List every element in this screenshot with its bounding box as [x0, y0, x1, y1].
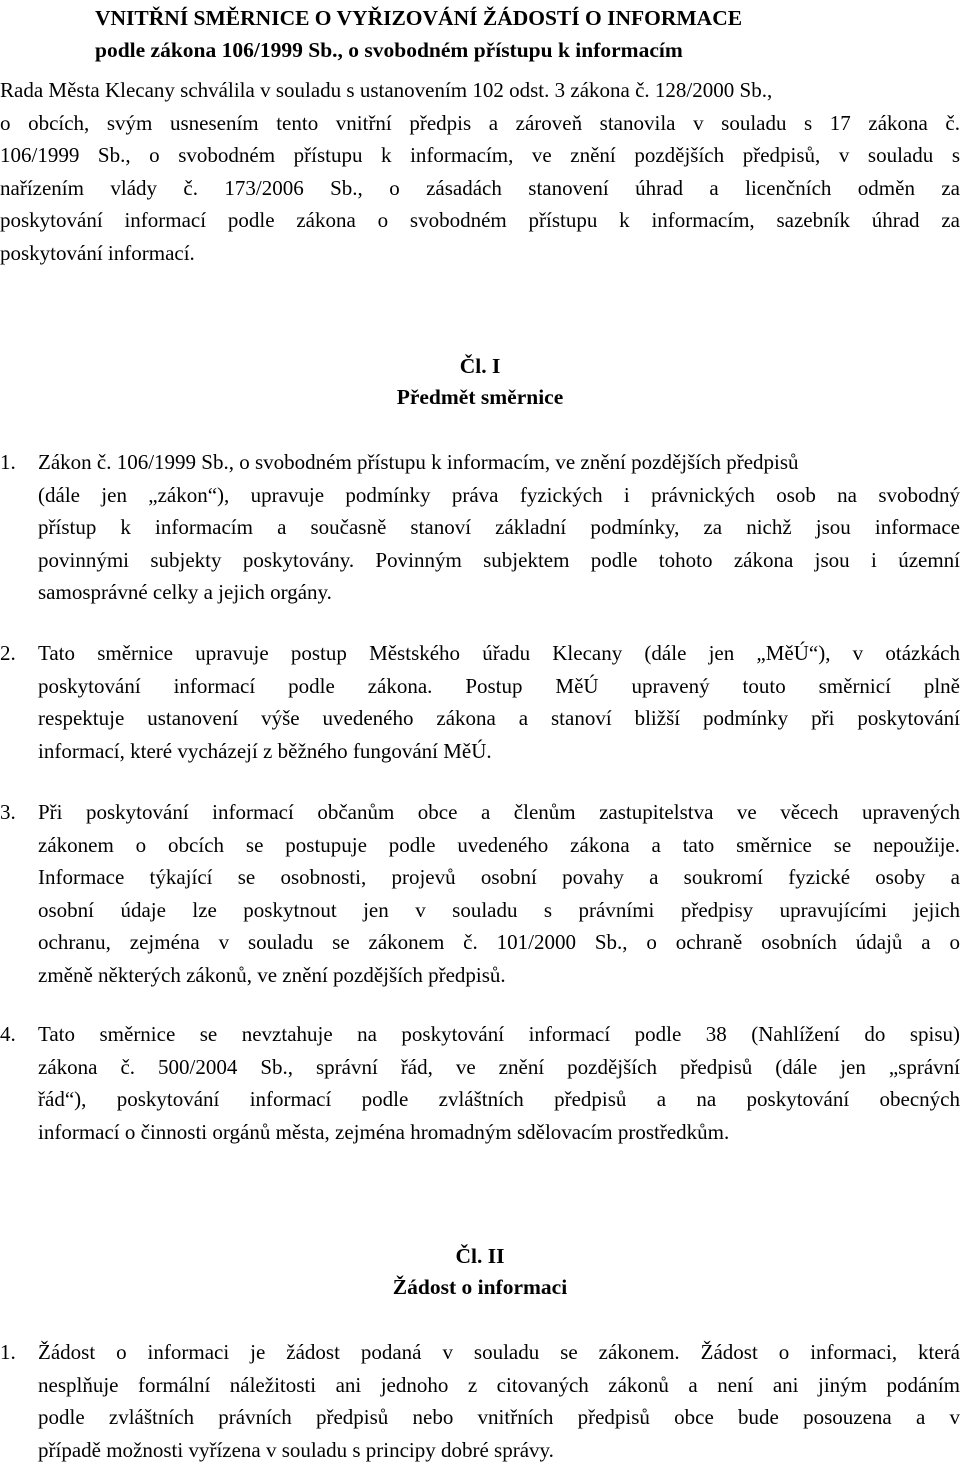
item-line: osobní údaje lze poskytnout jen v souladu s právními předpisy upravujícími jejich: [38, 894, 960, 927]
title-line-2: podle zákona 106/1999 Sb., o svobodném přístupu k informacím: [95, 34, 945, 66]
intro-paragraph: [0, 74, 960, 269]
intro-line: o obcích, svým usnesením tento vnitřní předpis a zároveň stanovila v souladu s 17 zákona č.: [0, 107, 960, 140]
item-body: [38, 796, 960, 991]
item-number: 3.: [0, 796, 16, 829]
item-line: Žádost o informaci je žádost podaná v souladu se zákonem. Žádost o informaci, která: [38, 1336, 960, 1369]
item-line: informací, které vycházejí z běžného fungování MěÚ.: [38, 735, 960, 768]
item-line: Tato směrnice se nevztahuje na poskytování informací podle 38 (Nahlížení do spisu): [38, 1018, 960, 1051]
item-line: samosprávné celky a jejich orgány.: [38, 576, 960, 609]
item-body: [38, 1018, 960, 1148]
item-line: změně některých zákonů, ve znění pozdějších předpisů.: [38, 959, 960, 992]
item-number: 1.: [0, 1336, 16, 1369]
article-1-number: Čl. I: [0, 351, 960, 382]
item-line: řád“), poskytování informací podle zvláštních předpisů a na poskytování obecných: [38, 1083, 960, 1116]
article-1-heading: [0, 351, 960, 413]
item-number: 1.: [0, 446, 16, 479]
item-number: 4.: [0, 1018, 16, 1051]
intro-line: nařízením vlády č. 173/2006 Sb., o zásadách stanovení úhrad a licenčních odměn za: [0, 172, 960, 205]
item-number: 2.: [0, 637, 16, 670]
item-line: případě možnosti vyřízena v souladu s principy dobré správy.: [38, 1434, 960, 1466]
item-line: povinnými subjekty poskytovány. Povinným subjektem podle tohoto zákona jsou i územní: [38, 544, 960, 577]
intro-line: Rada Města Klecany schválila v souladu s ustanovením 102 odst. 3 zákona č. 128/2000 Sb.,: [0, 74, 960, 107]
article-2-heading: [0, 1241, 960, 1303]
document-title: [95, 2, 945, 66]
item-body: [38, 637, 960, 767]
item-line: Při poskytování informací občanům obce a členům zastupitelstva ve věcech upravených: [38, 796, 960, 829]
intro-line: poskytování informací podle zákona o svobodném přístupu k informacím, sazebník úhrad za: [0, 204, 960, 237]
article-1-title: Předmět směrnice: [0, 382, 960, 413]
item-line: přístup k informacím a současně stanoví základní podmínky, za nichž jsou informace: [38, 511, 960, 544]
item-line: ochranu, zejména v souladu se zákonem č. 101/2000 Sb., o ochraně osobních údajů a o: [38, 926, 960, 959]
intro-line: 106/1999 Sb., o svobodném přístupu k informacím, ve znění pozdějších předpisů, v souladu s: [0, 139, 960, 172]
item-line: respektuje ustanovení výše uvedeného zákona a stanoví bližší podmínky při poskytování: [38, 702, 960, 735]
item-line: Zákon č. 106/1999 Sb., o svobodném přístupu k informacím, ve znění pozdějších předpisů: [38, 446, 960, 479]
item-line: zákonem o obcích se postupuje podle uvedeného zákona a tato směrnice se nepoužije.: [38, 829, 960, 862]
item-body: [38, 446, 960, 609]
article-2-title: Žádost o informaci: [0, 1272, 960, 1303]
item-line: (dále jen „zákon“), upravuje podmínky práva fyzických i právnických osob na svobodný: [38, 479, 960, 512]
intro-line: poskytování informací.: [0, 237, 960, 270]
item-body: [38, 1336, 960, 1466]
title-line-1: VNITŘNÍ SMĚRNICE O VYŘIZOVÁNÍ ŽÁDOSTÍ O INFORMACE: [95, 2, 945, 34]
item-line: zákona č. 500/2004 Sb., správní řád, ve znění pozdějších předpisů (dále jen „správní: [38, 1051, 960, 1084]
item-line: nesplňuje formální náležitosti ani jednoho z citovaných zákonů a není ani jiným podáním: [38, 1369, 960, 1402]
item-line: poskytování informací podle zákona. Postup MěÚ upravený touto směrnicí plně: [38, 670, 960, 703]
article-2-number: Čl. II: [0, 1241, 960, 1272]
item-line: Tato směrnice upravuje postup Městského úřadu Klecany (dále jen „MěÚ“), v otázkách: [38, 637, 960, 670]
item-line: Informace týkající se osobnosti, projevů osobní povahy a soukromí fyzické osoby a: [38, 861, 960, 894]
item-line: podle zvláštních právních předpisů nebo vnitřních předpisů obce bude posouzena a v: [38, 1401, 960, 1434]
item-line: informací o činnosti orgánů města, zejména hromadným sdělovacím prostředkům.: [38, 1116, 960, 1149]
